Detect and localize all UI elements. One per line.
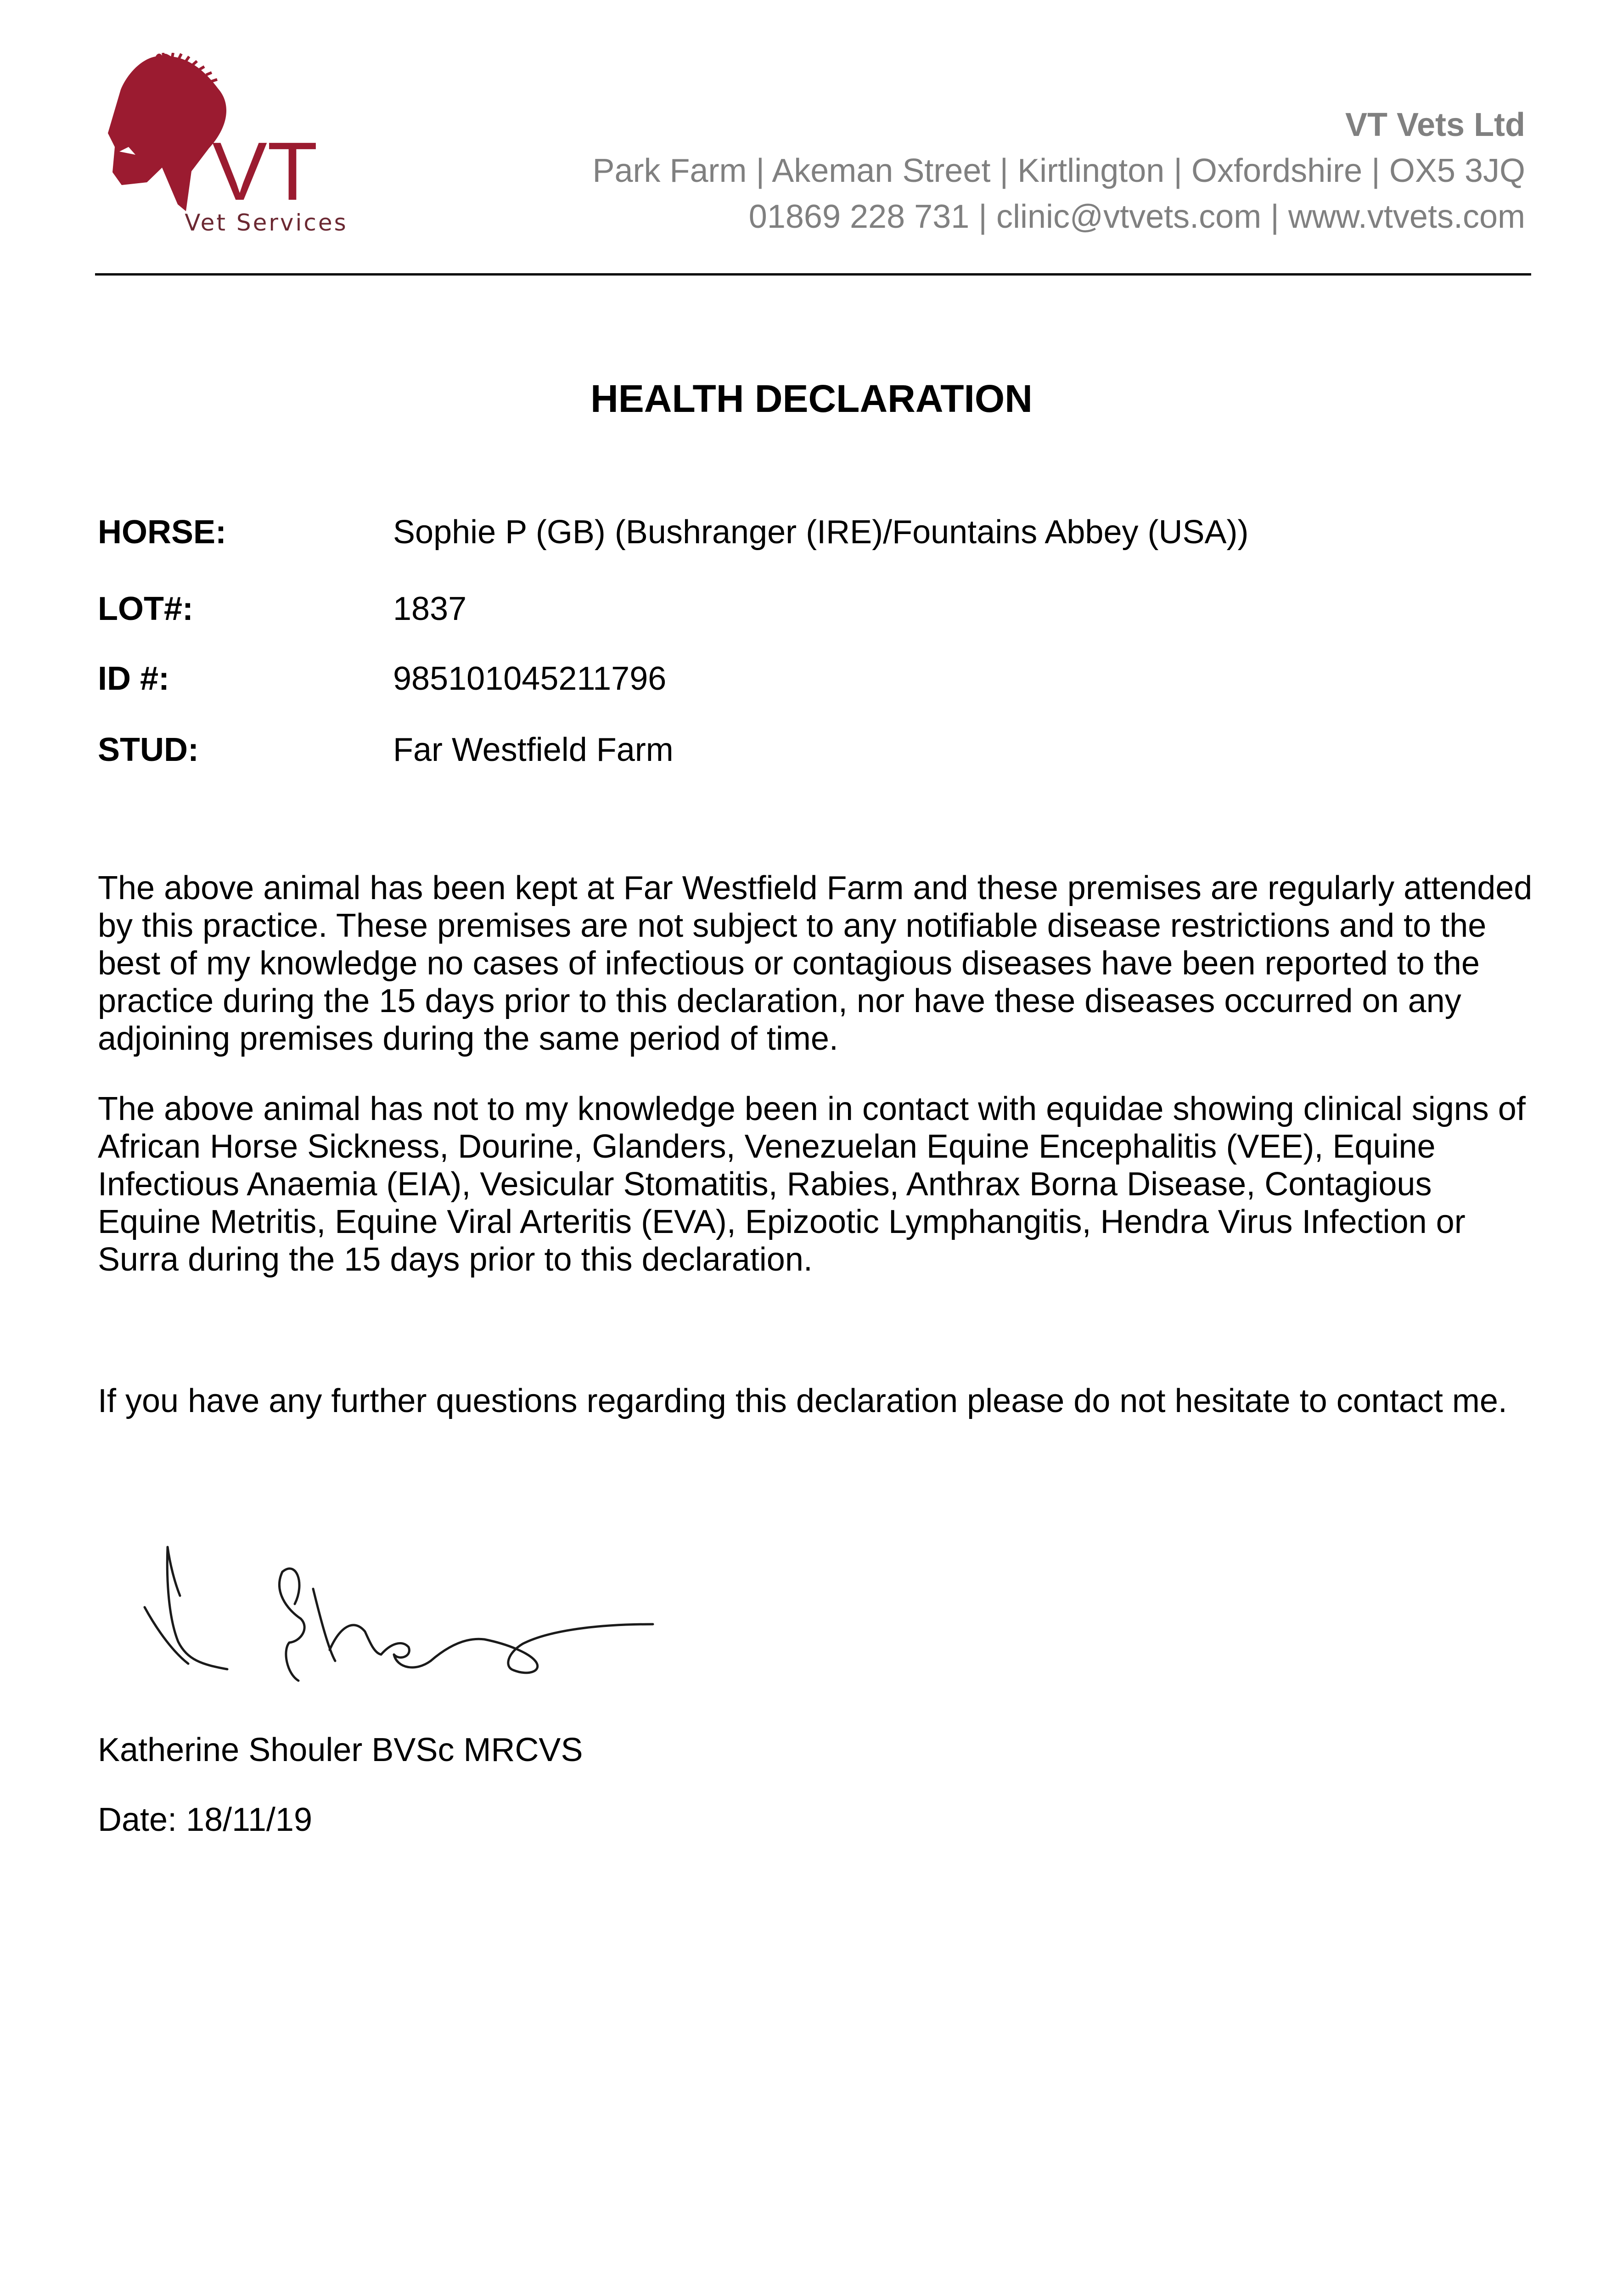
field-label-lot: LOT#: [98,591,193,627]
questions-paragraph: If you have any further questions regarding this declaration please do not hesitate to contact me. [98,1383,1507,1419]
field-value-horse: Sophie P (GB) (Bushranger (IRE)/Fountains Abbey (USA)) [393,514,1249,551]
vt-vet-services-logo [94,53,351,239]
company-address: Park Farm | Akeman Street | Kirtlington | Oxfordshire | OX5 3JQ [592,152,1525,189]
premises-paragraph: The above animal has been kept at Far Westfield Farm and these premises are regularly attended by this practice. These premises are not subject to any notifiable disease restrictions and to the best of my knowledge no cases of infectious or contagious diseases have been reported to the practice during the 15 days prior to this declaration, nor have these diseases occurred on any adjoining premises during the same period of time. [98,870,1533,1057]
handwritten-signature [124,1541,675,1692]
field-label-horse: HORSE: [98,514,227,551]
disease-contact-paragraph: The above animal has not to my knowledge been in contact with equidae showing clinical signs of African Horse Sickness, Dourine, Glanders, Venezuelan Equine Encephalitis (VEE), Equine Infectious Anaemia (EIA), Vesicular Stomatitis, Rabies, Anthrax Borna Disease, Contagious Equine Metritis, Equine Viral Arteritis (EVA), Epizootic Lymphangitis, Hendra Virus Infection or Surra during the 15 days prior to this declaration. [98,1091,1526,1278]
field-value-stud: Far Westfield Farm [393,732,674,768]
field-label-stud: STUD: [98,732,199,768]
horse-head-icon [108,53,226,211]
company-name: VT Vets Ltd [1345,107,1525,143]
company-letterhead [592,102,1525,240]
field-value-lot: 1837 [393,591,467,627]
signatory-name: Katherine Shouler BVSc MRCVS [98,1732,583,1768]
document-title: HEALTH DECLARATION [590,377,1033,420]
header-divider [95,273,1531,276]
logo-tagline: Vet Services [185,209,348,236]
logo-monogram: VT [212,125,318,218]
declaration-date: Date: 18/11/19 [98,1801,313,1838]
company-contact: 01869 228 731 | clinic@vtvets.com | www.vtvets.com [748,198,1525,235]
field-value-id: 985101045211796 [393,660,667,697]
field-label-id: ID #: [98,660,170,697]
